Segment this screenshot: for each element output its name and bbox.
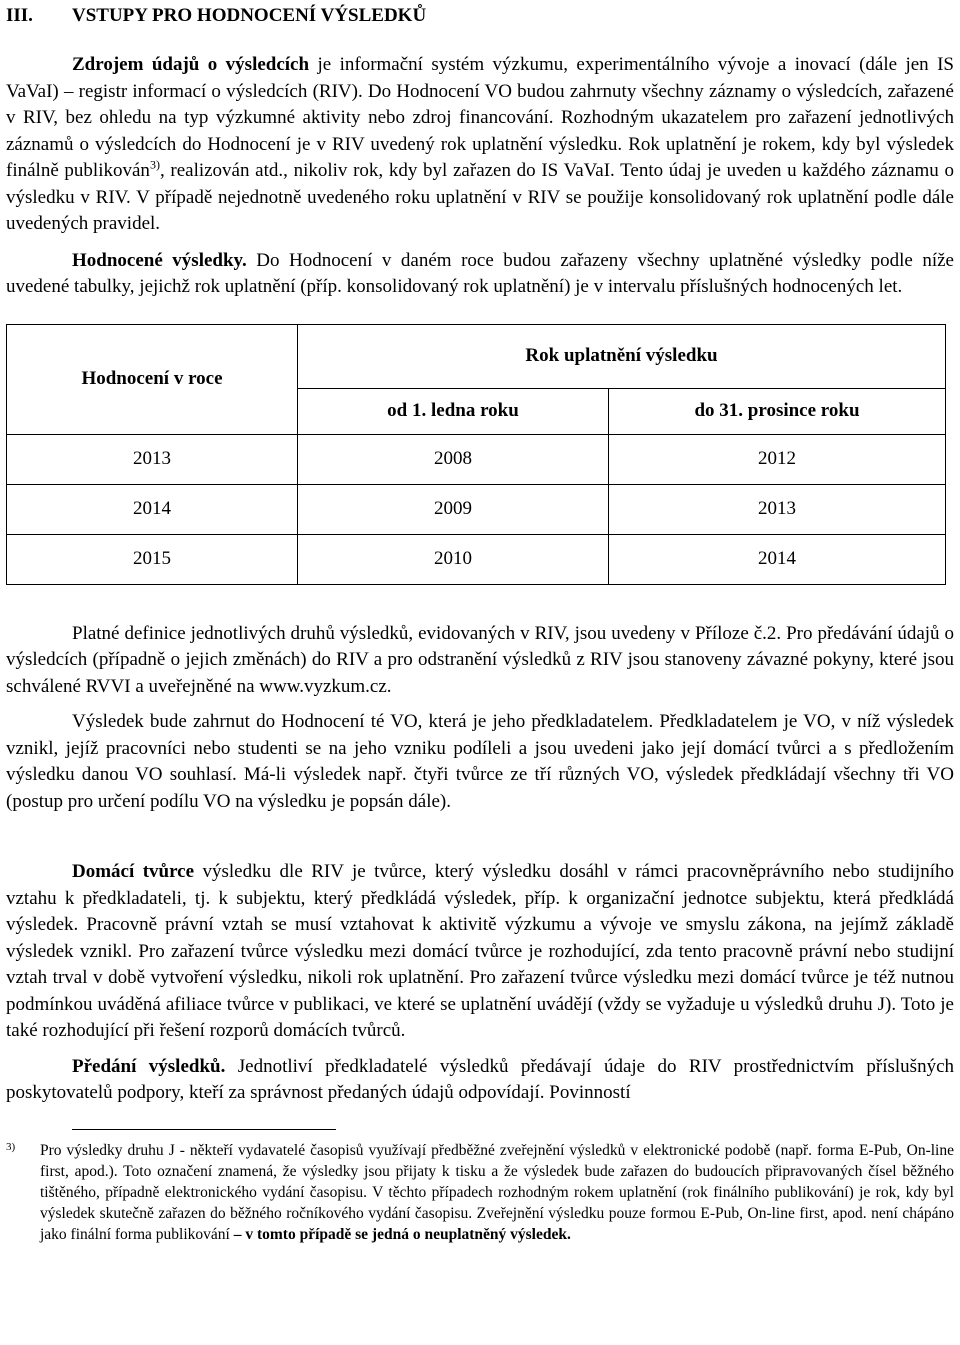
section-number: III. xyxy=(6,5,33,26)
paragraph-text: Platné definice jednotlivých druhů výsledků, evidovaných v RIV, jsou uvedeny v Příloze č.2. Pro předávání údajů o výsledcích (případně o jejich změnách) do RIV a pro odstranění výsledků z RIV jsou stanoveny závazné pokyny, které jsou schválené RVVI a uveřejněné na www.vyzkum.cz. xyxy=(6,622,954,697)
paragraph-text: Výsledek bude zahrnut do Hodnocení té VO, která je jeho předkladatelem. Předkladatelem je VO, v níž výsledek vznikl, jejíž pracovníci nebo studenti se na jeho vzniku podíleli a jsou uvedeni jako její domácí tvůrci a s předložením výsledku danou VO souhlasí. Má-li výsledek např. čtyři tvůrce ze tří různých VO, výsledek předkládají všechny tři VO (postup pro určení podílu VO na výsledku je popsán dále). xyxy=(6,711,954,812)
paragraph-text: výsledku dle RIV je tvůrce, který výsledku dosáhl v rámci pracovněprávního nebo studijního vztahu k předkladateli, tj. k subjektu, který předkládá výsledek, příp. k organizační jednotce subjektu, která předkládá výsledek. Pracovně právní vztah se musí vztahovat k aktivitě výzkumu a vývoje ve smyslu zákona, na jejímž základě výsledek vznikl. Pro zařazení tvůrce výsledku mezi domácí tvůrce je rozhodující, zda tento pracovně právní nebo studijní vztah trval v době vytvoření výsledku, nikoli rok uplatnění. Pro zařazení tvůrce výsledku mezi domácí tvůrce je též nutnou podmínkou uváděná afiliace tvůrce v publikaci, ve které se uplatnění uvádějí (vždy se vyžaduje u výsledků druhu J). Toto je také rozhodující při řešení rozporů domácích tvůrců. xyxy=(6,861,954,1041)
footnote-separator xyxy=(72,1129,336,1130)
paragraph-evaluated-results xyxy=(6,248,954,301)
evaluation-years-table xyxy=(6,324,946,585)
paragraph-text: Do Hodnocení v daném roce budou zařazeny všechny uplatněné výsledky podle níže uvedené tabulky, jejichž rok uplatnění (příp. konsolidovaný rok uplatnění) je v intervalu příslušných hodnocených let. xyxy=(6,249,954,297)
table-row xyxy=(7,534,946,584)
document-page xyxy=(6,0,954,1245)
table-cell-from: 2010 xyxy=(298,534,609,584)
paragraph-lead: Předání výsledků. xyxy=(72,1055,226,1077)
table-header-application-year: Rok uplatnění výsledku xyxy=(298,324,946,388)
paragraph-lead: Hodnocené výsledky. xyxy=(72,249,247,271)
section-heading xyxy=(6,4,954,28)
table-row xyxy=(7,434,946,484)
paragraph-domestic-author xyxy=(6,859,954,1045)
footnote-bold-tail: – v tomto případě se jedná o neuplatněný výsledek. xyxy=(233,1225,571,1243)
table-row xyxy=(7,484,946,534)
table-header-to: do 31. prosince roku xyxy=(609,388,946,434)
paragraph-lead: Zdrojem údajů o výsledcích xyxy=(72,54,310,75)
table-header-from: od 1. ledna roku xyxy=(298,388,609,434)
paragraph-lead: Domácí tvůrce xyxy=(72,861,195,882)
table-header-evaluation-year: Hodnocení v roce xyxy=(7,324,298,434)
table-cell-to: 2013 xyxy=(609,484,946,534)
paragraph-text: Jednotliví předkladatelé výsledků předávají údaje do RIV prostřednictvím příslušných poskytovatelů podpory, kteří za správnost předaných údajů odpovídají. Povinností xyxy=(6,1055,955,1103)
paragraph-text: , realizován atd., nikoliv rok, kdy byl zařazen do IS VaVaI. Tento údaj je uveden u každého záznamu o výsledku v RIV. V případě nejednotně uvedeného roku uplatnění v RIV se použije konsolidovaný rok uplatnění podle dále uvedených pravidel. xyxy=(6,160,954,234)
footnote-reference: 3) xyxy=(149,157,160,172)
footnote-text: Pro výsledky druhu J - někteří vydavatelé časopisů využívají předběžné zveřejnění výsledků v elektronické podobě (např. forma E-Pub, On-line first, apod.). Toto označení znamená, že výsledky jsou přijaty k tisku a že výsledek bude zařazen do budoucích připravovaných čísel běžného tištěného, případně elektronického vydání časopisu. V těchto případech rozhodným rokem uplatnění (rok finálního publikování) je rok, kdy byl výsledek skutečně zařazen do běžného ročníkového vydání časopisu. Zveřejnění výsledku pouze formou E-Pub, On-line first, apod. není chápáno jako finální forma publikování xyxy=(40,1141,954,1243)
table-cell-from: 2008 xyxy=(298,434,609,484)
table-cell-to: 2012 xyxy=(609,434,946,484)
table-cell-eval: 2014 xyxy=(7,484,298,534)
table-cell-eval: 2013 xyxy=(7,434,298,484)
table-cell-to: 2014 xyxy=(609,534,946,584)
paragraph-data-source xyxy=(6,52,954,238)
paragraph-definitions xyxy=(6,621,954,701)
table-cell-from: 2009 xyxy=(298,484,609,534)
section-title: VSTUPY PRO HODNOCENÍ VÝSLEDKŮ xyxy=(72,5,427,26)
table-cell-eval: 2015 xyxy=(7,534,298,584)
footnote-mark: 3) xyxy=(6,1140,16,1153)
paragraph-text: je informační systém výzkumu, experimentálního vývoje a inovací (dále jen IS VaVaI) – registr informací o výsledcích (RIV). Do Hodnocení VO budou zahrnuty všechny záznamy o výsledcích, zařazené v RIV, bez ohledu na typ výzkumné aktivity nebo zdroj financování. Rozhodným ukazatelem pro zařazení jednotlivých záznamů o výsledcích do Hodnocení je v RIV uvedený rok uplatnění výsledku. Rok uplatnění je rokem, kdy byl výsledek finálně publikován xyxy=(6,54,954,181)
paragraph-submitter xyxy=(6,709,954,815)
paragraph-results-submission xyxy=(6,1054,954,1107)
footnote xyxy=(6,1140,954,1245)
